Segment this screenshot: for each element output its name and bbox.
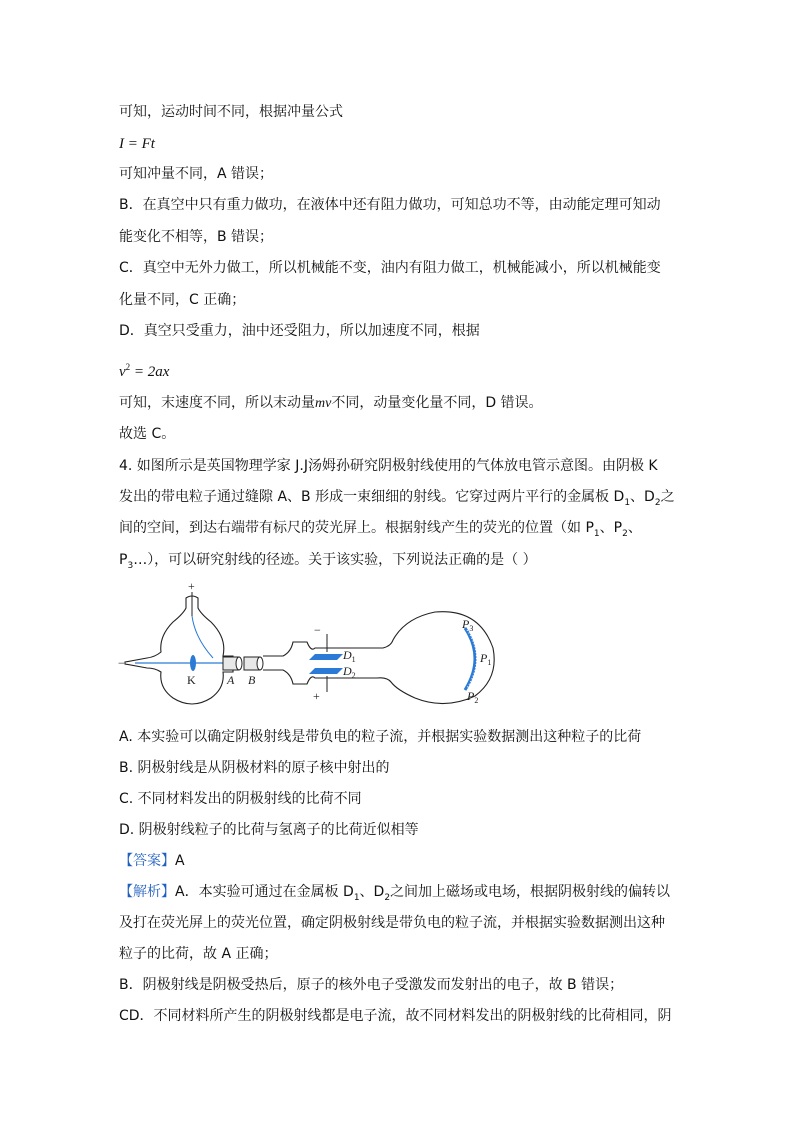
label-d2: $D_2$ (343, 664, 356, 680)
question-stem: 间的空间，到达右端带有标尺的荧光屏上。根据射线产生的荧光的位置（如 $P_1$、$P_2$、 (119, 520, 642, 539)
text-line: 可知，运动时间不同，根据冲量公式 (119, 104, 343, 120)
answer-line (119, 851, 185, 871)
text-line: B．在真空中只有重力做功，在液体中还有阻力做功，可知总功不等，由动能定理可知动 (119, 197, 661, 213)
option-d: D. 阴极射线粒子的比荷与氢离子的比荷近似相等 (119, 822, 419, 838)
plate-d1 (309, 654, 343, 660)
label-p2: $P_2$ (467, 689, 479, 705)
analysis-line: 及打在荧光屏上的荧光位置，确定阴极射线是带负电的粒子流，并根据实验数据测出这种 (119, 915, 665, 931)
plate-d2 (309, 668, 343, 674)
label-p3: $P_3$ (462, 617, 474, 633)
analysis-line: CD．不同材料所产生的阴极射线都是电子流，故不同材料发出的阴极射线的比荷相同，阴 (119, 1008, 672, 1024)
text-line: D．真空只受重力，油中还受阻力，所以加速度不同，根据 (119, 323, 480, 339)
option-c: C. 不同材料发出的阴极射线的比荷不同 (119, 791, 362, 807)
plate-plus-sign: + (313, 689, 320, 703)
plate-minus-sign: − (314, 623, 321, 637)
label-a: A (227, 673, 235, 687)
text-line: 可知，末速度不同，所以末动量mv不同，动量变化量不同，D 错误。 (119, 395, 543, 411)
option-b: B. 阴极射线是从阴极材料的原子核中射出的 (119, 760, 390, 776)
label-d1: $D_1$ (343, 648, 356, 664)
question-stem: 发出的带电粒子通过缝隙 A、B 形成一束细细的射线。它穿过两片平行的金属板 $D_1$、$D_2$之 (119, 489, 675, 508)
analysis-line: 粒子的比荷，故 A 正确； (119, 946, 278, 962)
cathode-ray-tube-diagram (115, 578, 515, 713)
analysis-line: B．阴极射线是阴极受热后，原子的核外电子受激发而发射出的电子，故 B 错误； (119, 977, 624, 993)
analysis-tag: 【解析】 (119, 884, 175, 900)
answer-tag: 【答案】 (119, 853, 175, 869)
anode-plus-sign: + (188, 579, 195, 593)
cathode-minus-sign: − (118, 656, 125, 670)
glass-bulb-left (125, 596, 233, 704)
label-p1: $P_1$ (480, 651, 492, 667)
glass-tube-right (263, 612, 494, 704)
velocity-formula: $v^2 = 2ax$ (119, 362, 170, 380)
question-stem: 4. 如图所示是英国物理学家 J.J汤姆孙研究阴极射线使用的气体放电管示意图。由阴极 K (119, 458, 658, 474)
answer-value: A (175, 853, 185, 869)
option-a: A. 本实验可以确定阴极射线是带负电的粒子流，并根据实验数据测出这种粒子的比荷 (119, 729, 642, 745)
fluorescent-screen (465, 628, 475, 690)
text-line: 可知冲量不同，A 错误； (119, 166, 274, 182)
text-line: C．真空中无外力做工，所以机械能不变，油内有阻力做工，机械能减小，所以机械能变 (119, 260, 661, 276)
label-k: K (187, 673, 196, 687)
label-b: B (248, 673, 256, 687)
analysis-line: 【解析】A．本实验可通过在金属板 $D_1$、$D_2$之间加上磁场或电场，根据阴极射线的偏转以 (119, 884, 671, 903)
cathode-k (190, 655, 196, 671)
text-line: 能变化不相等，B 错误； (119, 229, 274, 245)
text-line: 化量不同，C 正确； (119, 292, 246, 308)
text-line: 故选 C。 (119, 426, 176, 442)
anode-lead (192, 616, 213, 658)
impulse-formula: I = Ft (119, 136, 155, 152)
question-stem: $P_3\dots$），可以研究射线的径迹。关于该实验，下列说法正确的是（ ） (119, 552, 537, 571)
